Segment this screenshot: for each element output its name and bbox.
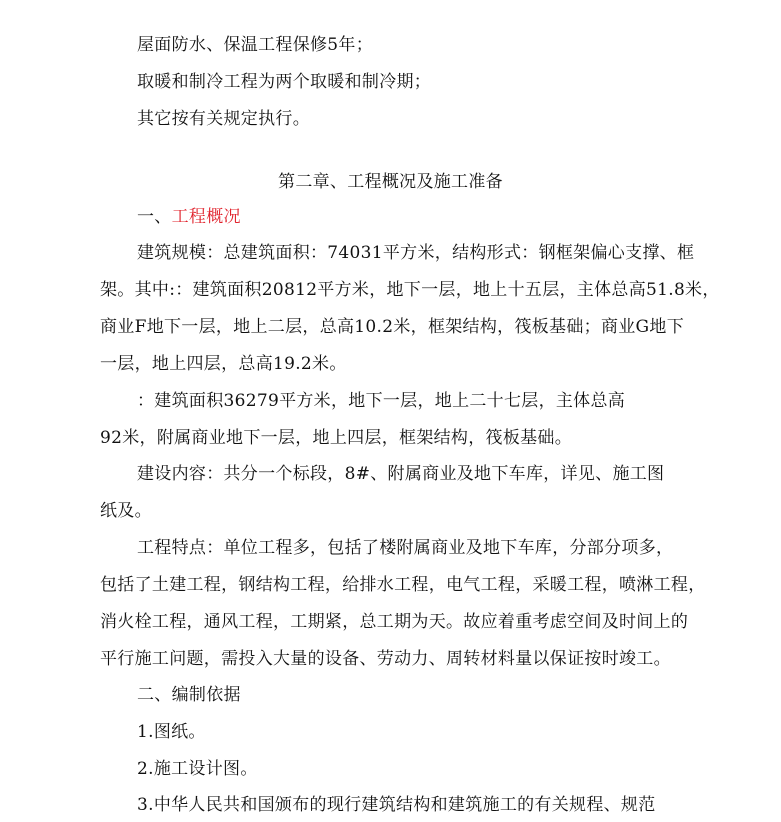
text-line: 其它按有关规定执行。 (137, 109, 310, 129)
paragraph-line: 工程特点：单位工程多，包括了楼附属商业及地下车库，分部分项多， (137, 538, 674, 558)
paragraph-line: 包括了土建工程，钢结构工程，给排水工程，电气工程，采暖工程，喷淋工程， (100, 575, 706, 595)
list-item: 1.图纸。 (137, 722, 206, 742)
paragraph-line: 架。其中:：建筑面积20812平方米，地下一层，地上十五层，主体总高51.8米， (100, 280, 720, 300)
paragraph-line: 纸及。 (100, 501, 152, 521)
paragraph-line: 平行施工问题，需投入大量的设备、劳动力、周转材料量以保证按时竣工。 (100, 649, 671, 669)
paragraph-line: 商业F地下一层，地上二层，总高10.2米，框架结构，筏板基础；商业G地下 (100, 317, 685, 337)
paragraph-line: 消火栓工程，通风工程，工期紧，总工期为天。故应着重考虑空间及时间上的 (100, 612, 689, 632)
list-item: 3.中华人民共和国颁布的现行建筑结构和建筑施工的有关规程、规范 (137, 795, 656, 815)
text-line: 屋面防水、保温工程保修5年； (137, 35, 374, 55)
paragraph-line: 建筑规模：总建筑面积：74031平方米，结构形式：钢框架偏心支撑、框 (137, 243, 695, 263)
list-item: 2.施工设计图。 (137, 759, 258, 779)
section-number: 一、 (137, 207, 172, 227)
paragraph-line: 一层，地上四层，总高19.2米。 (100, 354, 347, 374)
section-title: 工程概况 (171, 207, 241, 227)
section-heading: 二、编制依据 (137, 685, 241, 705)
paragraph-line: 92米，附属商业地下一层，地上四层，框架结构，筏板基础。 (100, 428, 573, 448)
paragraph-line: 建设内容：共分一个标段，8#、附属商业及地下车库，详见、施工图 (137, 464, 665, 484)
chapter-title: 第二章、工程概况及施工准备 (278, 172, 503, 192)
section-heading (137, 205, 721, 229)
paragraph-line: ：建筑面积36279平方米，地下一层，地上二十七层，主体总高 (137, 391, 626, 411)
text-line: 取暖和制冷工程为两个取暖和制冷期； (137, 72, 432, 92)
